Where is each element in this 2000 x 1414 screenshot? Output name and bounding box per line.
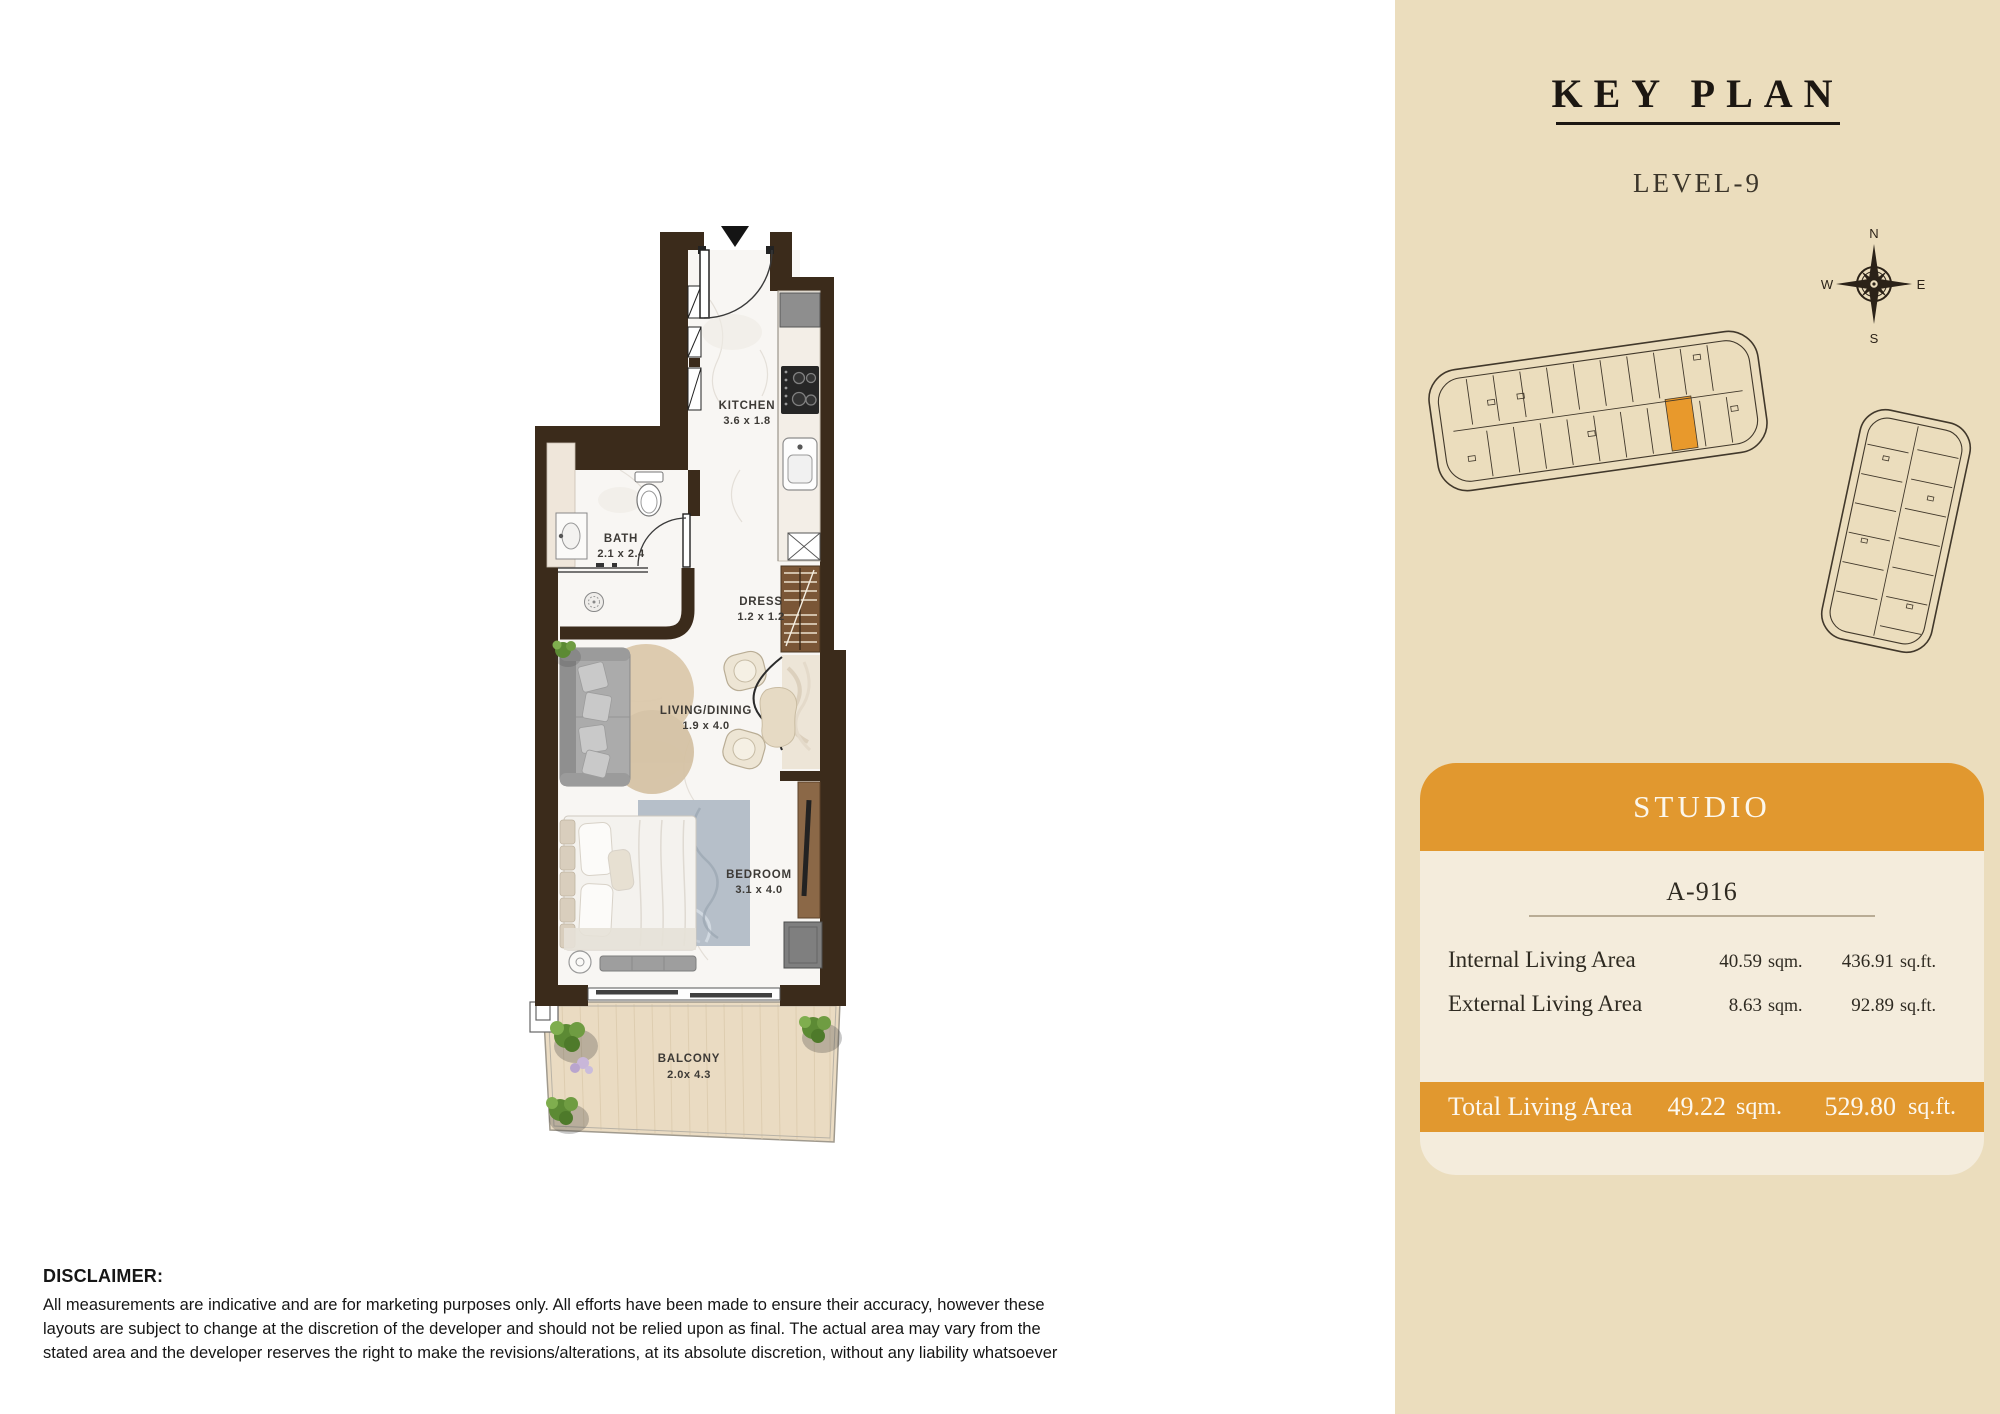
external-area-sqft-unit: sq.ft. <box>1900 995 1936 1015</box>
external-area-sqft-value: 92.89 <box>1851 995 1894 1016</box>
key-plan-level: LEVEL-9 <box>1633 168 1762 198</box>
compass-south-label: S <box>1869 331 1879 346</box>
ac-unit <box>784 922 822 968</box>
stove-cooktop <box>781 366 819 414</box>
highlighted-unit <box>1665 396 1698 451</box>
room-label-dress: DRESS <box>739 596 783 608</box>
bed-throw <box>564 928 696 950</box>
kitchen-counter <box>778 291 820 561</box>
room-dims-dress: 1.2 x 1.2 <box>737 611 785 623</box>
key-plan-panel <box>1395 0 2000 1414</box>
coffee-table <box>760 687 797 747</box>
room-dims-living-dining: 1.9 x 4.0 <box>682 720 730 732</box>
internal-area-sqft-value: 436.91 <box>1841 951 1894 972</box>
sofa <box>560 648 630 786</box>
room-dims-bedroom: 3.1 x 4.0 <box>735 884 783 896</box>
internal-area-sqm-value: 40.59 <box>1719 951 1762 972</box>
compass-west-label: W <box>1820 277 1834 292</box>
unit-type-header <box>1420 763 1984 851</box>
key-plan-title-underline <box>1556 122 1840 125</box>
balcony-slider-window <box>588 988 780 1000</box>
external-area-row <box>1448 991 1956 1035</box>
key-plan-building-2 <box>1817 405 1975 657</box>
room-label-bedroom: BEDROOM <box>726 869 792 881</box>
total-area-sqm-unit: sqm. <box>1736 1093 1783 1120</box>
total-area-band <box>1420 1082 1984 1132</box>
toilet <box>635 472 663 516</box>
disclaimer-body: All measurements are indicative and are for marketing purposes only. All efforts have been made to ensure their accuracy, however these layouts are subject to change at the discretion of the developer and should not be relied upon as final. The actual area may vary from the stated area and the developer reserves the right to make the revisions/alterations, at its absolute discretion, without any liability whatsoever <box>43 1296 1058 1362</box>
internal-area-sqft-unit: sq.ft. <box>1900 951 1936 971</box>
vanity-sink <box>556 513 587 559</box>
room-label-bath: BATH <box>603 533 639 545</box>
entrance-arrow <box>721 226 749 247</box>
shaft-boxes <box>688 286 701 410</box>
external-area-label: External Living Area <box>1448 991 1643 1016</box>
external-area-sqm-unit: sqm. <box>1768 995 1803 1015</box>
unit-type-label: STUDIO <box>1633 789 1771 824</box>
bed <box>560 816 696 950</box>
side-table <box>569 951 591 973</box>
internal-area-label: Internal Living Area <box>1448 947 1636 972</box>
key-plan-graphics <box>1395 195 2000 675</box>
room-label-kitchen: KITCHEN <box>718 400 776 412</box>
room-label-balcony: BALCONY <box>657 1053 721 1065</box>
shower-drain <box>585 593 604 612</box>
external-area-sqm-value: 8.63 <box>1728 995 1762 1016</box>
disclaimer-heading: DISCLAIMER: <box>43 1266 164 1286</box>
total-area-sqft-unit: sq.ft. <box>1908 1093 1956 1120</box>
total-area-sqft-value: 529.80 <box>1824 1092 1896 1121</box>
fridge <box>780 293 820 327</box>
compass-icon <box>1821 226 1926 346</box>
unit-info-card <box>1420 763 1984 1175</box>
total-area-label: Total Living Area <box>1448 1092 1633 1121</box>
key-plan-building-1 <box>1425 327 1771 494</box>
internal-area-row <box>1448 947 1956 991</box>
total-area-sqm-value: 49.22 <box>1667 1092 1726 1121</box>
compass-east-label: E <box>1916 277 1926 292</box>
room-dims-balcony: 2.0x 4.3 <box>667 1069 711 1081</box>
internal-area-sqm-unit: sqm. <box>1768 951 1803 971</box>
room-label-living-dining: LIVING/DINING <box>659 705 753 717</box>
washing-machine <box>788 533 820 560</box>
key-plan-title: KEY PLAN <box>1551 71 1844 116</box>
room-dims-bath: 2.1 x 2.4 <box>597 548 645 560</box>
bed-bench <box>600 956 696 971</box>
disclaimer <box>43 1266 1083 1366</box>
unit-number: A-916 <box>1666 877 1738 906</box>
tv-console <box>798 782 820 918</box>
wardrobe <box>781 566 820 652</box>
compass-north-label: N <box>1869 226 1879 241</box>
kitchen-sink <box>783 438 817 490</box>
room-dims-kitchen: 3.6 x 1.8 <box>723 415 771 427</box>
area-rows <box>1420 947 1984 1035</box>
unit-number-underline <box>1529 915 1875 917</box>
